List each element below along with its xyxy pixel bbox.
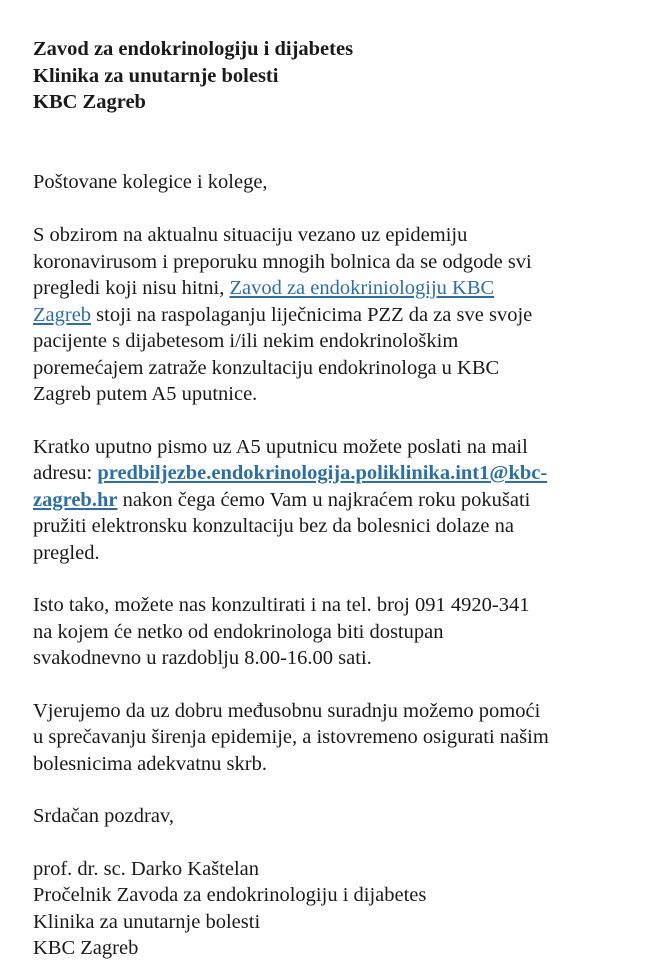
paragraph-line: Kratko uputno pismo uz A5 uputnicu možete poslati na mail bbox=[33, 435, 528, 458]
greeting-text: Poštovane kolegice i kolege, bbox=[33, 170, 268, 193]
paragraph-text: adresu: bbox=[33, 462, 98, 484]
email-link[interactable]: predbiljezbe.endokrinologija.poliklinika.int1@kbc- bbox=[97, 462, 548, 484]
paragraph-line: na kojem će netko od endokrinologa biti dostupan bbox=[33, 620, 444, 643]
paragraph-line bbox=[33, 302, 633, 329]
paragraph-line: pacijente s dijabetesom i/ili nekim endokrinološkim bbox=[33, 330, 459, 352]
letter-header bbox=[33, 36, 633, 116]
paragraph-email bbox=[33, 434, 633, 567]
closing-text: Srdačan pozdrav, bbox=[33, 805, 174, 827]
paragraph-line: S obzirom na aktualnu situaciju vezano uz epidemiju bbox=[33, 224, 468, 246]
paragraph-text: nakon čega ćemo Vam u najkraćem roku pokušati bbox=[117, 488, 531, 511]
header-hospital: KBC Zagreb bbox=[33, 91, 146, 113]
institute-link[interactable]: Zavod za endokriniologiju KBC bbox=[229, 277, 495, 299]
paragraph-line: Vjerujemo da uz dobru međusobnu suradnju možemo pomoći bbox=[33, 699, 541, 722]
paragraph-consultation bbox=[33, 222, 633, 408]
institute-link-continued[interactable]: Zagreb bbox=[33, 303, 92, 326]
closing bbox=[33, 803, 633, 830]
paragraph-line: bolesnicima adekvatnu skrb. bbox=[33, 752, 267, 775]
email-link-continued[interactable]: zagreb.hr bbox=[33, 488, 118, 511]
paragraph-line: koronavirusom i preporuku mnogih bolnica da se odgode svi bbox=[33, 250, 532, 273]
paragraph-line bbox=[33, 487, 633, 514]
paragraph-line: pružiti elektronsku konzultaciju bez da bolesnici dolaze na bbox=[33, 515, 515, 537]
signature-name: prof. dr. sc. Darko Kaštelan bbox=[33, 857, 260, 880]
paragraph-cooperation bbox=[33, 698, 633, 778]
paragraph-line: Zagreb putem A5 uputnice. bbox=[33, 383, 258, 405]
paragraph-line: Isto tako, možete nas konzultirati i na tel. broj 091 4920-341 bbox=[33, 594, 530, 616]
paragraph-line: pregled. bbox=[33, 541, 100, 564]
header-institute: Zavod za endokrinologiju i dijabetes bbox=[33, 38, 354, 60]
paragraph-line: svakodnevno u razdoblju 8.00-16.00 sati. bbox=[33, 647, 372, 669]
paragraph-line bbox=[33, 460, 633, 487]
signature-hospital: KBC Zagreb bbox=[33, 937, 139, 959]
paragraph-text: stoji na raspolaganju liječnicima PZZ da za sve svoje bbox=[91, 303, 533, 326]
greeting bbox=[33, 169, 633, 196]
signature-clinic: Klinika za unutarnje bolesti bbox=[33, 910, 261, 933]
letter-document bbox=[33, 36, 633, 962]
signature-title: Pročelnik Zavoda za endokrinologiju i dijabetes bbox=[33, 884, 427, 906]
paragraph-line: u sprečavanju širenja epidemije, a istovremeno osigurati našim bbox=[33, 726, 549, 748]
paragraph-line: poremećajem zatraže konzultaciju endokrinologa u KBC bbox=[33, 356, 500, 379]
paragraph-line bbox=[33, 275, 633, 302]
signature-block bbox=[33, 856, 633, 962]
paragraph-phone bbox=[33, 592, 633, 672]
header-clinic: Klinika za unutarnje bolesti bbox=[33, 64, 279, 87]
paragraph-text: pregledi koji nisu hitni, bbox=[33, 277, 230, 299]
